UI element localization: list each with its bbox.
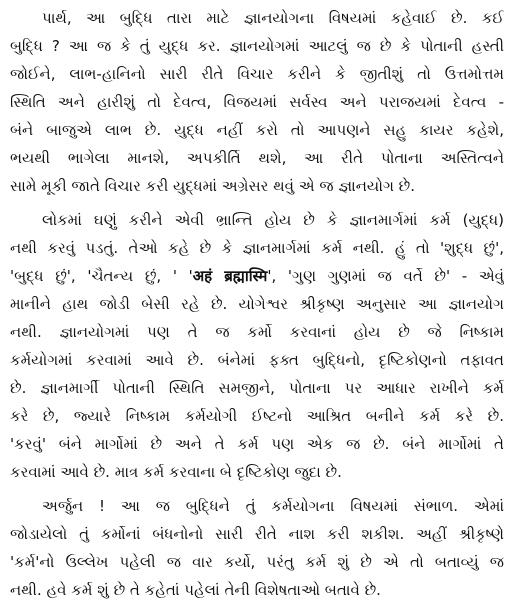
- text-line: જોઈને, લાભ-હાનિનો સારી રીતે વિચાર કરીને કે જીતીશું તો ઉત્તમોત્તમ: [10, 65, 504, 83]
- text-segment: 'બુદ્ધ છું', 'ચૈતન્ય છું, ' ': [10, 267, 193, 285]
- text-line: જોડાયેલો તું કર્મોનાં બંધનોનો સારી રીતે નાશ કરી શકીશ. અહીં શ્રીકૃષ્ણે: [10, 525, 504, 543]
- text-line: 'કરવું' બંને માર્ગોમાં છે અને તે કર્મ પણ એક જ છે. બંને માર્ગોમાં તે: [10, 435, 504, 453]
- text-line: કરે છે, જ્યારે નિષ્કામ કર્મયોગી ઈષ્ટનો આશ્રિત બનીને કર્મ કરે છે.: [10, 407, 504, 425]
- text-line: કર્મયોગમાં કરવામાં આવે છે. બંનેમાં ફક્ત બુદ્ધિનો, દૃષ્ટિકોણનો તફાવત: [10, 351, 504, 369]
- text-segment: ', 'ગુણ ગુણમાં જ વર્તે છે' - એવું: [267, 267, 504, 285]
- text-line: સ્થિતિ અને હારીશું તો દેવત્વ, વિજયમાં સર્વસ્વ અને પરાજયમાં દેવત્વ -: [10, 93, 504, 111]
- text-line: કરવામાં આવે છે. માત્ર કર્મ કરવાના બે દૃષ્ટિકોણ જુદા છે.: [10, 463, 342, 481]
- text-line: નથી. જ્ઞાનયોગમાં પણ તે જ કર્મો કરવાનાં હોય છે જે નિષ્કામ: [10, 323, 504, 341]
- text-line: છે. જ્ઞાનમાર્ગી પોતાની સ્થિતિ સમજીને, પોતાના પર આધાર રાખીને કર્મ: [10, 379, 504, 397]
- text-line: અર્જુન ! આ જ બુદ્ધિને તું કર્મયોગના વિષયમાં સંભાળ. એમાં: [42, 497, 504, 515]
- text-line: માનીને હાથ જોડી બેસી રહે છે. યોગેશ્વર શ્રીકૃષ્ણ અનુસાર આ જ્ઞાનયોગ: [10, 295, 504, 313]
- text-line: 'કર્મ'નો ઉલ્લેખ પહેલી જ વાર કર્યો, પરંતુ કર્મ શું છે એ તો બતાવ્યું જ: [10, 553, 504, 571]
- text-line: સામે મૂકી જાતે વિચાર કરી યુદ્ધમાં અગ્રેસર થવું એ જ જ્ઞાનયોગ છે.: [10, 177, 416, 195]
- text-line-with-sanskrit: [10, 262, 504, 290]
- text-line: ભયથી ભાગેલા માનશે, અપકીર્તિ થશે, આ રીતે પોતાના અસ્તિત્વને: [10, 149, 504, 167]
- text-line: બંને બાજુએ લાભ છે. યુદ્ધ નહીં કરો તો આપણને સહુ કાયર કહેશે,: [10, 121, 504, 139]
- text-line: બુદ્ધિ ? આ જ કે તું યુદ્ધ કર. જ્ઞાનયોગમાં આટલું જ છે કે પોતાની હસ્તી: [10, 37, 504, 55]
- text-line: પાર્થ, આ બુદ્ધિ તારા માટે જ્ઞાનયોગના વિષયમાં કહેવાઈ છે. કઈ: [42, 9, 504, 27]
- text-line: લોકમાં ઘણું કરીને એવી ભ્રાન્તિ હોય છે કે જ્ઞાનમાર્ગમાં કર્મ (યુદ્ધ): [42, 211, 504, 229]
- text-line: નથી. હવે કર્મ શું છે તે કહેતાં પહેલાં તેની વિશેષતાઓ બતાવે છે.: [10, 581, 381, 599]
- sanskrit-quote: अहं ब्रह्मास्मि: [192, 267, 268, 285]
- text-line: નથી કરવું પડતું. તેઓ કહે છે કે જ્ઞાનમાર્ગમાં કર્મ નથી. હું તો 'શુદ્ધ છું',: [10, 239, 504, 257]
